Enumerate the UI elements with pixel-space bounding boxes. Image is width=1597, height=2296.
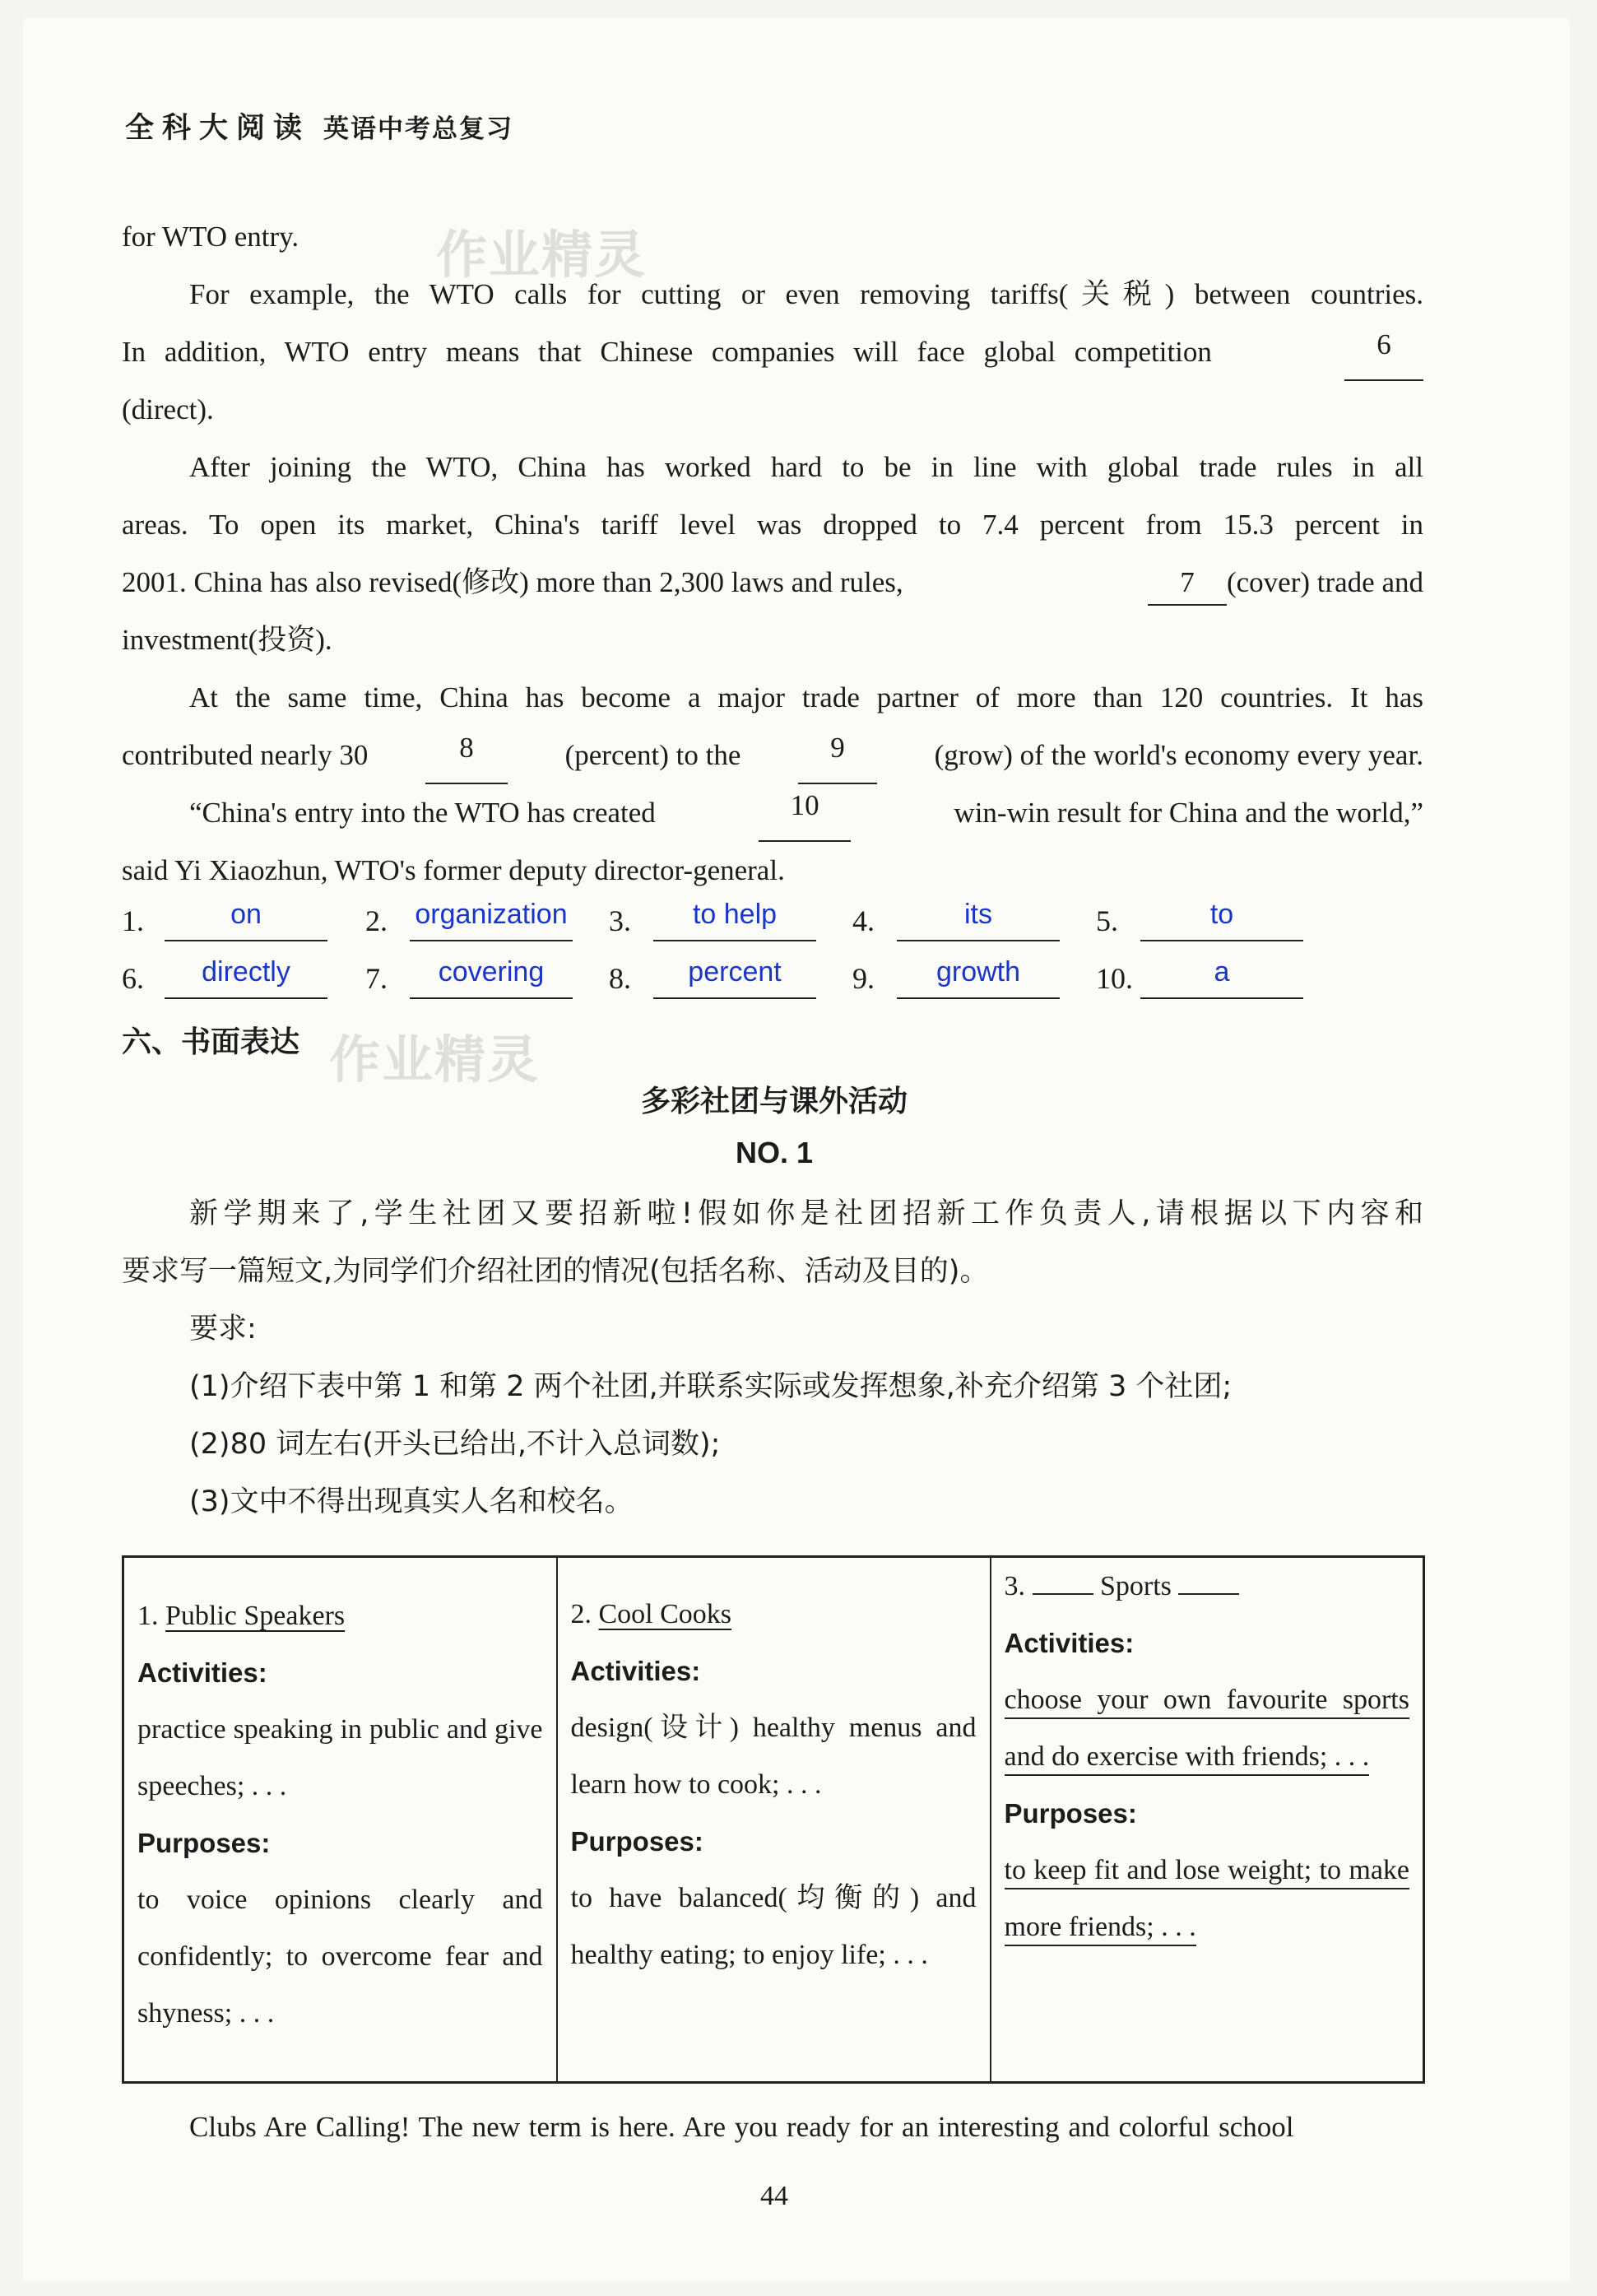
passage-text: (percent) to the [564,739,741,771]
answer-row [122,950,1438,1007]
blank-7: 7 [1148,561,1227,606]
underlined-text: choose your own favourite sports and do exercise with friends; . . . [1005,1685,1410,1776]
answer-field[interactable]: its [897,892,1060,941]
club-number: 3. [1004,1571,1025,1601]
club-purposes: to voice opinions clearly and confidently; to overcome fear and shyness; . . . [137,1885,543,2029]
club-name: Sports [1100,1571,1172,1601]
blank-9: 9 [798,727,877,784]
clubs-table [122,1555,1425,2084]
club-activities: design(设计) healthy menus and learn how to cook; . . . [570,1713,977,1800]
club-purposes: to have balanced(均衡的) and healthy eating; to enjoy life; . . . [570,1883,977,1970]
book-subtitle: 英语中考总复习 [323,114,514,144]
passage-line: said Yi Xiaozhun, WTO's former deputy director-general. [122,854,785,886]
activities-label: Activities: [570,1656,701,1686]
passage-line: investment(投资). [122,624,332,656]
answer-field[interactable]: directly [165,950,327,999]
passage-text: (grow) of the world's economy every year. [934,739,1423,771]
club-number: 1. [137,1601,159,1631]
answer-field[interactable]: a [1140,950,1303,999]
purposes-label: Purposes: [137,1828,271,1858]
book-title: 全科大阅读 [125,111,311,145]
requirement-item: (3)文中不得出现真实人名和校名。 [189,1485,634,1518]
blank-8: 8 [425,727,508,784]
answer-number: 3. [609,904,631,937]
club-name-blank[interactable] [1178,1593,1239,1595]
blank-10: 10 [759,784,851,842]
passage-text: win-win result for China and the world,” [954,797,1423,829]
task-title: 多彩社团与课外活动 [640,1085,908,1118]
answer-field[interactable]: organization [410,892,573,941]
passage-line [122,784,1423,842]
club-purposes [1005,1842,1410,1955]
answer-field[interactable]: growth [897,950,1060,999]
watermark: 作业精灵 [329,1029,541,1090]
running-header [125,105,513,146]
passage-line: At the same time, China has become a major trade partner of more than 120 countries. It has [189,681,1423,713]
club-activities: practice speaking in public and give speeches; . . . [137,1714,543,1801]
answer-field[interactable]: covering [410,950,573,999]
club-cell-1 [123,1557,557,2083]
instruction-line: 要求写一篇短文,为同学们介绍社团的情况(包括名称、活动及目的)。 [122,1255,989,1288]
passage-text: In addition, WTO entry means that Chinese companies will face global competition [122,336,1212,368]
closing-line: Clubs Are Calling! The new term is here. Are you ready for an interesting and colorful school [189,2111,1294,2143]
blank-6: 6 [1344,323,1423,381]
passage-text: “China's entry into the WTO has created [189,797,656,829]
club-cell-2 [557,1557,991,2083]
passage-line [122,727,1423,784]
passage-line: For example, the WTO calls for cutting or even removing tariffs(关税) between countries. [189,278,1423,310]
page-number: 44 [760,2181,788,2211]
reading-passage [122,208,1423,899]
activities-label: Activities: [137,1657,267,1688]
passage-line: for WTO entry. [122,221,299,253]
club-name: Public Speakers [165,1601,346,1631]
club-cell-3 [991,1557,1424,2083]
answer-row [122,892,1438,950]
answer-number: 6. [122,962,144,995]
answer-number: 7. [365,962,388,995]
answer-number: 10. [1096,962,1133,995]
passage-line: (direct). [122,393,214,425]
answer-field[interactable]: percent [653,950,816,999]
task-subtitle: NO. 1 [735,1136,814,1169]
answer-number: 5. [1096,904,1118,937]
watermark: 作业精灵 [436,225,648,285]
club-name-blank[interactable] [1033,1593,1093,1595]
passage-text: (cover) trade and [1226,566,1423,598]
passage-line [122,554,1423,611]
answer-field[interactable]: to help [653,892,816,941]
passage-text: 2001. China has also revised(修改) more than 2,300 laws and rules, [122,566,903,598]
passage-text: contributed nearly 30 [122,739,369,771]
club-name: Cool Cooks [598,1599,732,1629]
answer-number: 9. [852,962,875,995]
requirement-item: (2)80 词左右(开头已给出,不计入总词数); [189,1428,721,1461]
requirements-label: 要求: [189,1313,257,1346]
answer-number: 4. [852,904,875,937]
activities-label: Activities: [1004,1628,1135,1658]
answer-field[interactable]: to [1140,892,1303,941]
purposes-label: Purposes: [570,1826,703,1857]
passage-line: After joining the WTO, China has worked hard to be in line with global trade rules in all [189,451,1423,483]
passage-line: areas. To open its market, China's tariff level was dropped to 7.4 percent from 15.3 percent in [122,509,1423,541]
section-heading: 六、书面表达 [122,1025,300,1059]
answer-number: 2. [365,904,388,937]
club-number: 2. [570,1599,592,1629]
requirement-item: (1)介绍下表中第 1 和第 2 两个社团,并联系实际或发挥想象,补充介绍第 3 个社团; [189,1370,1233,1403]
task-instructions [122,1185,1423,1531]
answer-number: 8. [609,962,631,995]
club-activities [1005,1671,1410,1785]
underlined-text: to keep fit and lose weight; to make more friends; . . . [1005,1855,1410,1946]
passage-line [122,323,1423,381]
purposes-label: Purposes: [1004,1798,1137,1829]
instruction-line: 新学期来了,学生社团又要招新啦!假如你是社团招新工作负责人,请根据以下内容和 [189,1197,1423,1230]
answer-field[interactable]: on [165,892,327,941]
answer-number: 1. [122,904,144,937]
